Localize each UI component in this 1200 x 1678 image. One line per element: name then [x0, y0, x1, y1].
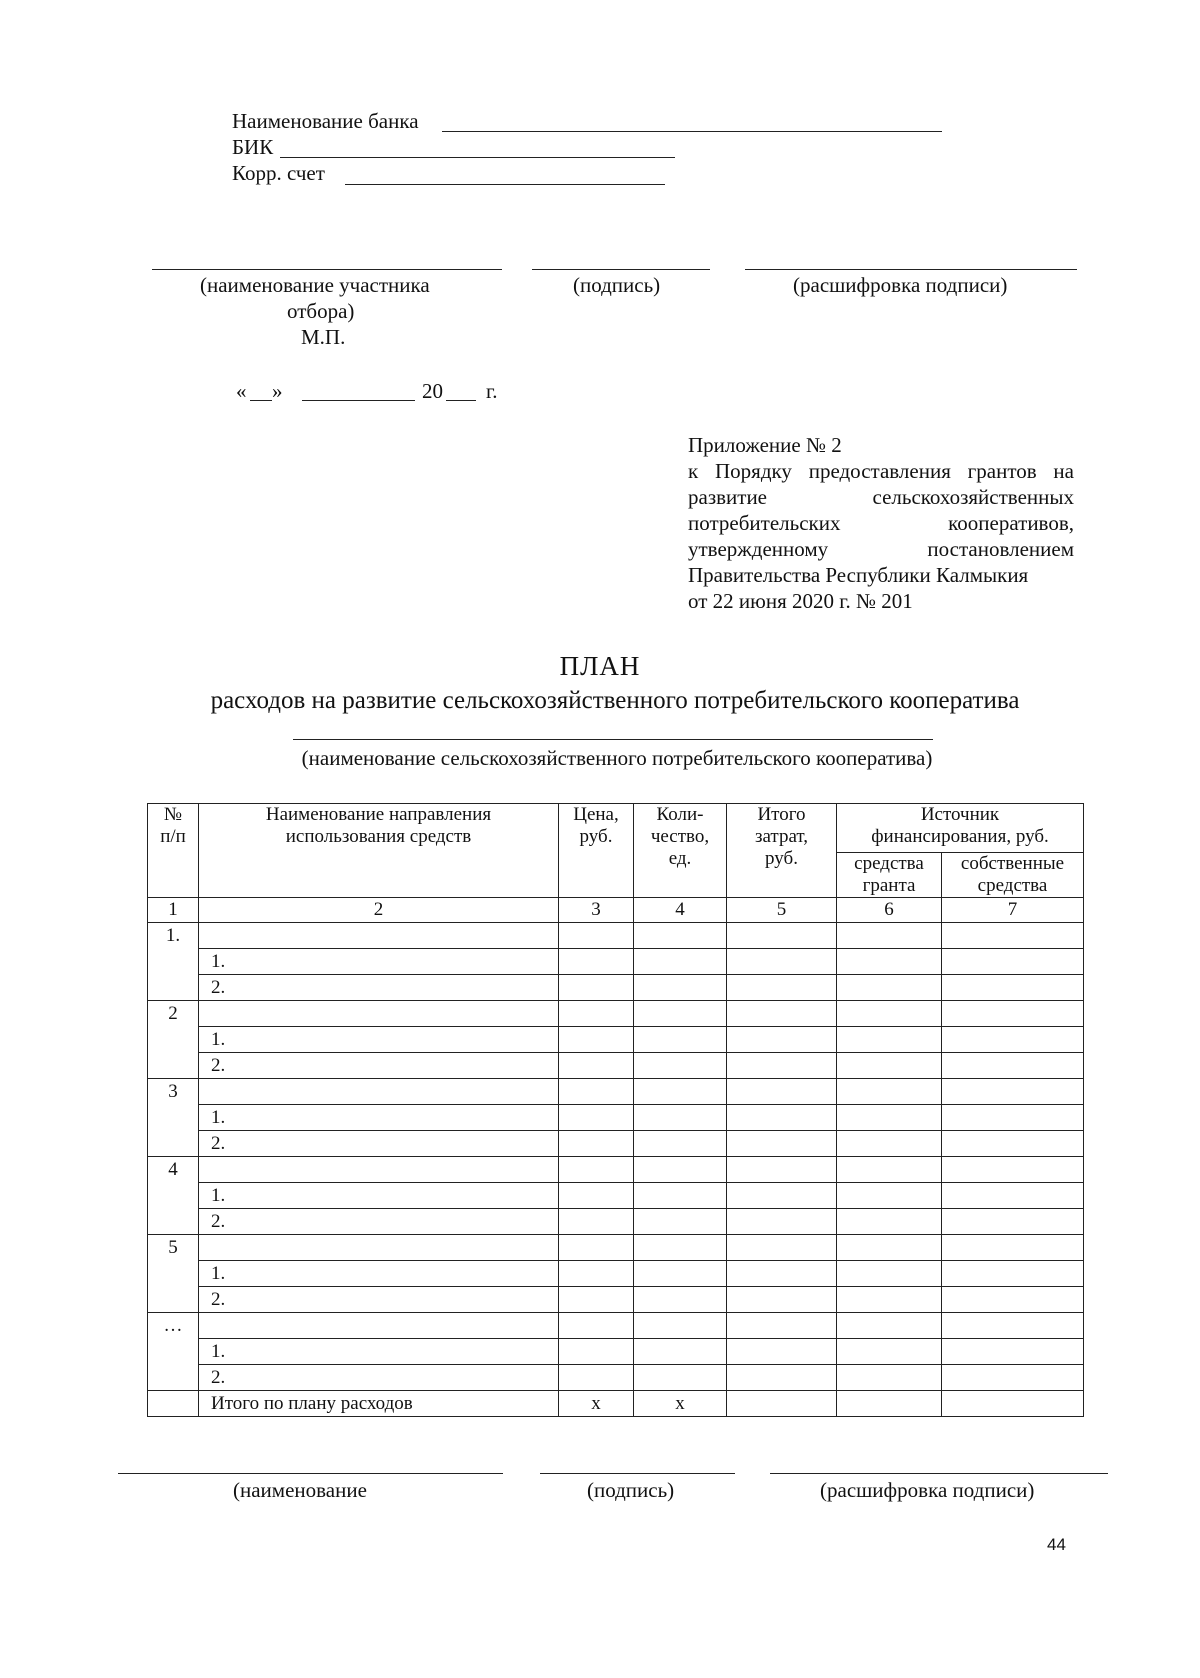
cell — [727, 949, 837, 975]
cell — [942, 975, 1084, 1001]
table-row — [148, 1365, 1084, 1391]
group-number: 3 — [148, 1079, 199, 1157]
table-row — [148, 1313, 1084, 1339]
header-own-funds: собственные средства — [942, 853, 1084, 898]
cell — [837, 975, 942, 1001]
sub-item-number: 1. — [199, 1261, 559, 1287]
cell — [559, 1209, 634, 1235]
cell — [559, 1235, 634, 1261]
total-price: х — [559, 1391, 634, 1417]
cell — [199, 1079, 559, 1105]
cell — [942, 1079, 1084, 1105]
cell — [942, 1287, 1084, 1313]
appendix-block — [688, 432, 1074, 614]
table-header-row — [148, 804, 1084, 853]
cell — [199, 923, 559, 949]
cell — [559, 923, 634, 949]
page-number: 44 — [1047, 1535, 1066, 1554]
header-price: Цена, руб. — [559, 804, 634, 898]
name-line-bottom — [118, 1473, 503, 1474]
cell — [634, 1261, 727, 1287]
sub-item-number: 1. — [199, 1183, 559, 1209]
cell — [634, 1313, 727, 1339]
cell — [837, 1053, 942, 1079]
bank-name-label: Наименование банка — [232, 109, 419, 133]
total-quantity: х — [634, 1391, 727, 1417]
cell — [199, 1001, 559, 1027]
date-day-line — [250, 400, 272, 401]
cell — [942, 1391, 1084, 1417]
table-row — [148, 1209, 1084, 1235]
table-row — [148, 1183, 1084, 1209]
cell — [942, 1053, 1084, 1079]
cell — [942, 1001, 1084, 1027]
coop-name-line — [293, 739, 933, 740]
cell — [727, 1313, 837, 1339]
cell — [837, 1365, 942, 1391]
sub-item-number: 2. — [199, 1209, 559, 1235]
cell — [727, 1261, 837, 1287]
cell — [559, 1105, 634, 1131]
column-number: 5 — [727, 898, 837, 923]
header-source: Источник финансирования, руб. — [837, 804, 1084, 853]
cell — [837, 1261, 942, 1287]
decoding-caption-bottom: (расшифровка подписи) — [820, 1478, 1035, 1502]
cell — [837, 1079, 942, 1105]
corr-account-row — [232, 160, 325, 186]
cell — [634, 1287, 727, 1313]
sub-item-number: 1. — [199, 1027, 559, 1053]
cell — [634, 1053, 727, 1079]
table-row — [148, 1001, 1084, 1027]
cell — [634, 1209, 727, 1235]
cell — [634, 1183, 727, 1209]
header-quantity: Коли- чество, ед. — [634, 804, 727, 898]
sub-item-number: 1. — [199, 1105, 559, 1131]
signature-caption-top: (подпись) — [573, 273, 661, 297]
header-grant: средства гранта — [837, 853, 942, 898]
cell — [942, 1209, 1084, 1235]
appendix-line2: к Порядку предоставления грантов на — [688, 459, 1074, 483]
date-year-prefix: 20 — [422, 379, 443, 403]
sub-item-number: 2. — [199, 975, 559, 1001]
cell — [942, 949, 1084, 975]
cell — [559, 1157, 634, 1183]
cell — [634, 1027, 727, 1053]
cell — [559, 1261, 634, 1287]
signature-caption-bottom: (подпись) — [587, 1478, 675, 1502]
appendix-line1: Приложение № 2 — [688, 433, 842, 457]
sub-item-number: 1. — [199, 949, 559, 975]
table-row — [148, 1287, 1084, 1313]
cell — [199, 1157, 559, 1183]
cell — [942, 1027, 1084, 1053]
participant-caption-line1: (наименование участника — [200, 273, 430, 297]
corr-account-line — [345, 184, 665, 185]
plan-title: ПЛАН — [559, 651, 641, 681]
table-row — [148, 1079, 1084, 1105]
cell — [634, 1079, 727, 1105]
group-number: 1. — [148, 923, 199, 1001]
column-number: 2 — [199, 898, 559, 923]
sub-item-number: 2. — [199, 1287, 559, 1313]
cell — [559, 1183, 634, 1209]
cell — [559, 1287, 634, 1313]
total-label: Итого по плану расходов — [199, 1391, 559, 1417]
decoding-line-top — [745, 269, 1077, 270]
plan-table — [147, 803, 1084, 1417]
cell — [559, 1131, 634, 1157]
group-number: 2 — [148, 1001, 199, 1079]
cell — [942, 1183, 1084, 1209]
cell — [837, 1157, 942, 1183]
cell — [727, 1001, 837, 1027]
cell — [837, 923, 942, 949]
sub-item-number: 2. — [199, 1131, 559, 1157]
cell — [559, 1079, 634, 1105]
cell — [837, 1105, 942, 1131]
cell — [837, 1001, 942, 1027]
cell — [727, 1365, 837, 1391]
cell — [942, 1365, 1084, 1391]
participant-line — [152, 269, 502, 270]
cell — [559, 1313, 634, 1339]
cell — [727, 1027, 837, 1053]
column-number: 6 — [837, 898, 942, 923]
table-row — [148, 1105, 1084, 1131]
cell — [634, 1105, 727, 1131]
cell — [634, 1235, 727, 1261]
cell — [837, 1131, 942, 1157]
cell — [837, 1339, 942, 1365]
appendix-line4: потребительских кооперативов, — [688, 511, 1074, 535]
cell — [942, 1105, 1084, 1131]
cell — [837, 1235, 942, 1261]
column-number: 7 — [942, 898, 1084, 923]
bank-name-line — [442, 131, 942, 132]
sub-item-number: 1. — [199, 1339, 559, 1365]
cell — [634, 1339, 727, 1365]
cell — [837, 1391, 942, 1417]
table-row — [148, 975, 1084, 1001]
cell — [727, 1079, 837, 1105]
bank-name-row — [232, 108, 419, 134]
cell — [837, 949, 942, 975]
cell — [727, 1391, 837, 1417]
group-number: … — [148, 1313, 199, 1391]
cell — [634, 1365, 727, 1391]
cell — [727, 1287, 837, 1313]
cell — [727, 1235, 837, 1261]
coop-caption: (наименование сельскохозяйственного потребительского кооператива) — [301, 746, 933, 770]
cell — [634, 923, 727, 949]
name-caption-bottom: (наименование — [233, 1478, 367, 1502]
appendix-line6: Правительства Республики Калмыкия — [688, 563, 1029, 587]
stamp-label: М.П. — [301, 325, 346, 349]
cell — [199, 1313, 559, 1339]
header-name: Наименование направления использования средств — [199, 804, 559, 898]
cell — [559, 1027, 634, 1053]
table-row — [148, 1027, 1084, 1053]
plan-subtitle: расходов на развитие сельскохозяйственного потребительского кооператива — [210, 687, 1020, 714]
participant-caption-line2: отбора) — [287, 299, 355, 323]
sub-item-number: 2. — [199, 1053, 559, 1079]
signature-line-bottom — [540, 1473, 735, 1474]
cell — [727, 1339, 837, 1365]
table-row — [148, 1053, 1084, 1079]
cell — [727, 923, 837, 949]
table-row — [148, 1131, 1084, 1157]
cell — [837, 1313, 942, 1339]
header-total: Итого затрат, руб. — [727, 804, 837, 898]
header-num: № п/п — [148, 804, 199, 898]
signature-line-top — [532, 269, 710, 270]
cell — [727, 1157, 837, 1183]
cell — [942, 1313, 1084, 1339]
cell — [942, 923, 1084, 949]
cell — [559, 949, 634, 975]
cell — [727, 1209, 837, 1235]
total-row — [148, 1391, 1084, 1417]
decoding-caption-top: (расшифровка подписи) — [793, 273, 1008, 297]
bik-label: БИК — [232, 135, 274, 159]
cell — [837, 1287, 942, 1313]
group-number: 5 — [148, 1235, 199, 1313]
cell — [559, 1339, 634, 1365]
cell — [634, 1131, 727, 1157]
corr-account-label: Корр. счет — [232, 161, 325, 185]
table-row — [148, 1235, 1084, 1261]
date-month-line — [302, 400, 415, 401]
table-row — [148, 1339, 1084, 1365]
table-row — [148, 949, 1084, 975]
cell — [727, 975, 837, 1001]
cell — [559, 1365, 634, 1391]
cell — [837, 1183, 942, 1209]
date-open-quote: « — [236, 379, 247, 403]
cell — [942, 1131, 1084, 1157]
bik-row — [232, 134, 273, 160]
cell — [559, 1001, 634, 1027]
table-row — [148, 1261, 1084, 1287]
decoding-line-bottom — [770, 1473, 1108, 1474]
table-row — [148, 923, 1084, 949]
cell — [559, 975, 634, 1001]
date-close-quote: » — [272, 379, 283, 403]
appendix-line3: развитие сельскохозяйственных — [688, 485, 1074, 509]
cell — [727, 1105, 837, 1131]
cell — [727, 1053, 837, 1079]
cell — [942, 1157, 1084, 1183]
column-numbers-row — [148, 898, 1084, 923]
date-year-line — [446, 400, 476, 401]
cell — [942, 1235, 1084, 1261]
group-number: 4 — [148, 1157, 199, 1235]
cell — [727, 1183, 837, 1209]
cell — [837, 1027, 942, 1053]
cell — [634, 975, 727, 1001]
bik-line — [280, 157, 675, 158]
date-year-suffix: г. — [486, 379, 498, 403]
cell — [727, 1131, 837, 1157]
column-number: 3 — [559, 898, 634, 923]
cell — [634, 1157, 727, 1183]
appendix-line7: от 22 июня 2020 г. № 201 — [688, 589, 913, 613]
cell — [634, 949, 727, 975]
appendix-line5: утвержденному постановлением — [688, 537, 1074, 561]
cell — [634, 1001, 727, 1027]
sub-item-number: 2. — [199, 1365, 559, 1391]
cell — [199, 1235, 559, 1261]
cell — [148, 1391, 199, 1417]
cell — [559, 1053, 634, 1079]
table-row — [148, 1157, 1084, 1183]
column-number: 1 — [148, 898, 199, 923]
cell — [942, 1261, 1084, 1287]
cell — [942, 1339, 1084, 1365]
cell — [837, 1209, 942, 1235]
column-number: 4 — [634, 898, 727, 923]
